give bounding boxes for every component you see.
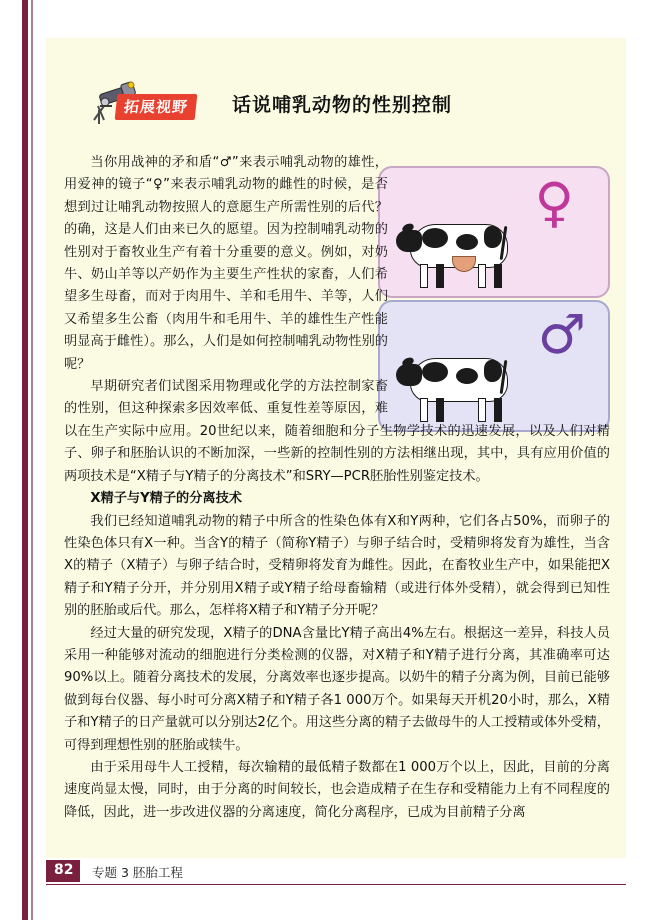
male-symbol: ♂ (537, 303, 586, 366)
article-body (64, 152, 610, 824)
paragraph-4: 经过大量的研究发现，X精子的DNA含量比Y精子高出4%左右。根据这一差异，科技人员采用一种能够对流动的细胞进行分类检测的仪器，对X精子和Y精子进行分离，其准确率可达90%以上。随着分离技术的发展，分离效率也逐步提高。以奶牛的精子分离为例，目前已能够做到每台仪器、每小时可分离X精子和Y精子各1 000万个。如果每天开机20小时，那么，X精子和Y精子的日产量就可以分别达2亿个。用这些分离的精子去做母牛的人工授精或体外受精，可得到理想性别的胚胎或犊牛。 (64, 625, 610, 753)
page-number: 82 (54, 862, 74, 878)
left-margin-bar-secondary (31, 0, 33, 920)
page-number-badge (46, 860, 80, 882)
section-badge: 拓展视野 (115, 94, 198, 120)
page-footer (46, 860, 626, 886)
paragraph-2: 早期研究者们试图采用物理或化学的方法控制家畜的性别，但这种探索多因效率低、重复性差等原因，难以在生产实际中应用。20世纪以来，随着细胞和分子生物学技术的迅速发展，以及人们对精子、卵子和胚胎认识的不断加深，一些新的控制性别的方法相继出现，其中，具有应用价值的两项技术是“X精子与Y精子的分离技术”和SRY—PCR胚胎性别鉴定技术。 (64, 379, 610, 484)
subheading-sperm-separation: X精子与Y精子的分离技术 (90, 491, 242, 507)
left-margin-bar (22, 0, 28, 920)
figure-text-wrap-spacer (388, 152, 610, 400)
paragraph-1: 当你用战神的矛和盾“♂”来表示哺乳动物的雄性，用爱神的镜子“♀”来表示哺乳动物的雌性的时候，是否想到过让哺乳动物按照人的意愿生产所需性别的后代？的确，这是人们由来已久的愿望。因为控制哺乳动物的性别对于畜牧业生产有着十分重要的意义。例如，对奶牛、奶山羊等以产奶作为主要生产性状的家畜，人们希望多生母畜，而对于肉用牛、羊和毛用牛、羊等，人们又希望多生公畜（肉用牛和毛用牛、羊的雄性生产性能明显高于雌性）。那么，人们是如何控制哺乳动物性别的呢？ (64, 155, 388, 372)
paragraph-5: 由于采用母牛人工授精，每次输精的最低精子数都在1 000万个以上，因此，目前的分离速度尚显太慢，同时，由于分离的时间较长，也会造成精子在生存和受精能力上有不同程度的降低，因此，进一步改进仪器的分离速度，简化分离程序，已成为目前精子分离 (64, 759, 610, 820)
footer-divider (46, 884, 626, 885)
paragraph-3: 我们已经知道哺乳动物的精子中所含的性染色体有X和Y两种，它们各占50%，而卵子的性染色体只有X一种。当含Y的精子（简称Y精子）与卵子结合时，受精卵将发育为雄性，当含X的精子（X精子）与卵子结合时，受精卵将发育为雌性。因此，在畜牧业生产中，如果能把X精子和Y精子分开，并分别用X精子或Y精子给母畜输精（或进行体外受精），就会得到已知性别的胚胎或后代。那么，怎样将X精子和Y精子分开呢？ (64, 513, 610, 619)
section-header (60, 78, 620, 132)
page-title: 话说哺乳动物的性别控制 (232, 94, 453, 116)
female-symbol: ♀ (534, 171, 574, 234)
footer-chapter-label: 专题 3 胚胎工程 (92, 865, 183, 880)
